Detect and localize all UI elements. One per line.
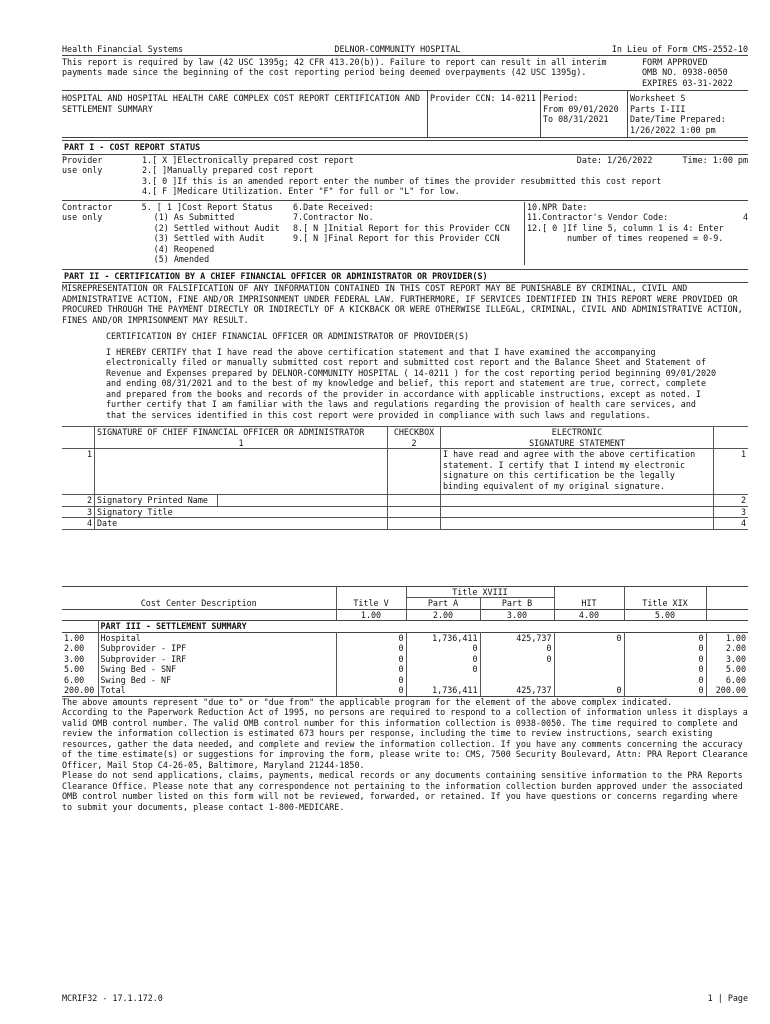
settlement-cell-xix: 0 bbox=[624, 685, 706, 696]
header-right: In Lieu of Form CMS-2552-10 bbox=[611, 44, 748, 54]
settlement-row bbox=[62, 675, 748, 686]
part2-warning: MISREPRESENTATION OR FALSIFICATION OF ANY INFORMATION CONTAINED IN THIS COST REPORT MAY BE PUNISHABLE BY CRIMINAL, CIVIL AND ADMINISTRATIVE ACTION, FINE AND/OR IMPRISONMENT UNDER FEDERAL LAW. FURTHERMORE, IF SERVICES IDENTIFIED IN THIS REPORT WERE PROVIDED OR PROCURED THROUGH THE PAYMENT DIRECTLY OR INDIRECTLY OF A KICKBACK OR WERE OTHERWISE ILLEGAL, CRIMINAL, CIVIL AND ADMINISTRATIVE ACTION, FINES AND/OR IMPRISONMENT MAY RESULT. bbox=[62, 283, 743, 325]
row3-num: 3 bbox=[62, 506, 95, 518]
settlement-cell-desc: Total bbox=[98, 685, 336, 696]
sig-col-num: 1 bbox=[238, 437, 244, 448]
num-title-xix: 5.00 bbox=[624, 609, 706, 621]
sig-col-header bbox=[95, 427, 388, 449]
row1-right: 1 bbox=[714, 449, 749, 495]
col-title-v: Title V bbox=[336, 598, 406, 610]
settlement-cell-line: 2.00 bbox=[64, 643, 85, 653]
contractor-use-only: use only bbox=[62, 212, 103, 222]
settlement-cell-xix: 0 bbox=[624, 654, 706, 665]
part3-title: PART III - SETTLEMENT SUMMARY bbox=[98, 621, 336, 633]
settlement-rows bbox=[62, 632, 748, 696]
settlement-cell-a: 0 bbox=[406, 664, 480, 675]
status-2: (2) Settled without Audit bbox=[153, 222, 280, 233]
parts-label: Parts I-III bbox=[630, 103, 686, 114]
settlement-cell-b: 425,737 bbox=[480, 632, 554, 643]
printed-name-cell bbox=[95, 495, 388, 507]
paperwork-notice-2: Please do not send applications, claims, payments, medical records or any documents containing sensitive information to the PRA Reports Clearance Office. Please note that any correspondence not pertaining to the information collection burden approved under the associated OMB control number listed on this form will not be reviewed, forwarded, or retained. If you have questions or concerns regarding where to submit your documents, please contact 1-800-MEDICARE. bbox=[62, 770, 743, 812]
form-approved: FORM APPROVED bbox=[642, 56, 708, 67]
settlement-row bbox=[62, 654, 748, 665]
sig-row-1 bbox=[62, 449, 748, 495]
part2-title: PART II - CERTIFICATION BY A CHIEF FINANCIAL OFFICER OR ADMINISTRATOR OR PROVIDER(S) bbox=[62, 269, 748, 284]
settlement-cell-desc: Swing Bed - NF bbox=[98, 675, 336, 686]
num-part-a: 2.00 bbox=[406, 609, 480, 621]
settlement-cell-r: 2.00 bbox=[725, 643, 746, 653]
settlement-section-row bbox=[62, 621, 748, 633]
status-list bbox=[142, 202, 293, 265]
settlement-cell-hit: 0 bbox=[554, 632, 624, 643]
date-label: Date bbox=[95, 518, 388, 530]
line1-time: Time: 1:00 pm bbox=[682, 154, 748, 165]
settlement-cell-a: 0 bbox=[406, 654, 480, 665]
settlement-cell-xix: 0 bbox=[624, 632, 706, 643]
worksheet-block bbox=[627, 91, 737, 137]
npr-lines bbox=[524, 202, 748, 265]
row4-right: 4 bbox=[714, 518, 749, 530]
line2: 2.[ ]Manually prepared cost report bbox=[142, 165, 314, 175]
omb-number: OMB NO. 0938-0050 bbox=[642, 67, 728, 77]
signatory-title-label: Signatory Title bbox=[95, 506, 388, 518]
settlement-header-2 bbox=[62, 598, 748, 610]
signature-table bbox=[62, 426, 748, 530]
settlement-cell-line: 3.00 bbox=[64, 653, 85, 664]
settlement-cell-r: 3.00 bbox=[725, 653, 746, 664]
settlement-cell-v: 0 bbox=[336, 632, 406, 643]
status-4: (4) Reopened bbox=[153, 243, 215, 254]
receipt-lines bbox=[293, 202, 524, 265]
settlement-cell-xix: 0 bbox=[624, 664, 706, 675]
settlement-cell-xix: 0 bbox=[624, 643, 706, 654]
sig-row-4 bbox=[62, 518, 748, 530]
settlement-cell-v: 0 bbox=[336, 675, 406, 686]
status-1: (1) As Submitted bbox=[153, 212, 235, 222]
settlement-cell-b: 0 bbox=[480, 654, 554, 665]
sig-row-2 bbox=[62, 495, 748, 507]
settlement-row bbox=[62, 685, 748, 696]
footer-left: MCRIF32 - 17.1.172.0 bbox=[62, 993, 163, 1003]
settlement-cell-line: 5.00 bbox=[64, 664, 85, 674]
settlement-cell-a: 0 bbox=[406, 643, 480, 654]
settlement-cell-r: 5.00 bbox=[725, 664, 746, 674]
num-hit: 4.00 bbox=[554, 609, 624, 621]
row4-elec bbox=[441, 518, 714, 530]
worksheet-label: Worksheet S bbox=[630, 93, 686, 103]
title-block bbox=[62, 90, 748, 138]
settlement-cell-desc: Subprovider - IPF bbox=[98, 643, 336, 654]
row2-right: 2 bbox=[714, 495, 749, 507]
row4-check bbox=[388, 518, 441, 530]
settlement-cell-b bbox=[480, 664, 554, 675]
settlement-cell-line: 1.00 bbox=[64, 632, 85, 643]
header-center: DELNOR-COMMUNITY HOSPITAL bbox=[334, 44, 461, 54]
header-left: Health Financial Systems bbox=[62, 44, 184, 54]
status-5: (5) Amended bbox=[153, 254, 210, 264]
line12: 12.[ 0 ]If line 5, column 1 is 4: Enter bbox=[526, 222, 724, 233]
sig-row-3 bbox=[62, 506, 748, 518]
line4: 4.[ F ]Medicare Utilization. Enter "F" for full or "L" for low. bbox=[142, 186, 460, 196]
period-label: Period: bbox=[543, 93, 579, 103]
checkbox-col-header bbox=[388, 427, 441, 449]
elec-statement: I have read and agree with the above certification statement. I certify that I intend my electronic signature on this certification be the legally binding equivalent of my original signature. bbox=[441, 449, 714, 495]
line3: 3.[ 0 ]If this is an amended report enter the number of times the provider resubmitted this cost report bbox=[142, 175, 662, 186]
cert-heading: CERTIFICATION BY CHIEF FINANCIAL OFFICER OR ADMINISTRATOR OF PROVIDER(S) bbox=[106, 331, 470, 341]
elec-col-label-1: ELECTRONIC bbox=[551, 427, 603, 437]
settlement-cell-line: 6.00 bbox=[64, 674, 85, 685]
settlement-cell-v: 0 bbox=[336, 643, 406, 654]
checkbox-field[interactable] bbox=[388, 449, 441, 495]
col-title-xix: Title XIX bbox=[624, 598, 706, 610]
settlement-cell-a: 1,736,411 bbox=[406, 632, 480, 643]
settlement-cell-v: 0 bbox=[336, 664, 406, 675]
right-col-header bbox=[714, 427, 749, 449]
line11-value: 4 bbox=[742, 212, 748, 222]
provider-ccn: Provider CCN: 14-0211 bbox=[427, 91, 540, 137]
settlement-row bbox=[62, 664, 748, 675]
checkbox-col-label: CHECKBOX bbox=[393, 427, 435, 437]
form-approval bbox=[642, 57, 748, 89]
row3-elec bbox=[441, 506, 714, 518]
settlement-cell-r: 1.00 bbox=[725, 632, 746, 643]
col-hit: HIT bbox=[554, 598, 624, 610]
settlement-cell-r: 6.00 bbox=[725, 674, 746, 685]
settlement-cell-hit: 0 bbox=[554, 685, 624, 696]
line8: 8.[ N ]Initial Report for this Provider CCN bbox=[292, 222, 510, 233]
settlement-header-3 bbox=[62, 609, 748, 621]
row2-check bbox=[388, 495, 441, 507]
part1-contractor-section bbox=[62, 200, 748, 265]
settlement-cell-desc: Hospital bbox=[98, 632, 336, 643]
settlement-row bbox=[62, 632, 748, 643]
part1-title: PART I - COST REPORT STATUS bbox=[62, 140, 748, 155]
settlement-cell-hit bbox=[554, 643, 624, 654]
settlement-table bbox=[62, 586, 748, 696]
num-title-v: 1.00 bbox=[336, 609, 406, 621]
row3-check bbox=[388, 506, 441, 518]
paperwork-notice: According to the Paperwork Reduction Act of 1995, no persons are required to respond to a collection of information unless it displays a valid OMB control number. The valid OMB control number for this information collection is 0938-0050. The time required to complete and review the information collection is estimated 673 hours per response, including the time to review instructions, search existing resources, gather the data needed, and complete and review the information collection. If you have any comments concerning the accuracy of the time estimate(s) or suggestions for improving the form, please write to: CMS, 7500 Security Boulevard, Attn: PRA Report Clearance Officer, Mail Stop C4-26-05, Baltimore, Maryland 21244-1850. bbox=[62, 707, 748, 770]
provider-lines bbox=[142, 155, 748, 197]
settlement-cell-desc: Swing Bed - SNF bbox=[98, 664, 336, 675]
line1-date: Date: 1/26/2022 bbox=[576, 154, 653, 165]
cert-text: I HEREBY CERTIFY that I have read the above certification statement and that I have examined the accompanying electronically filed or manually submitted cost report and submitted cost report and the Balance Sheet and Statement of Revenue and Expenses prepared by DELNOR-COMMUNITY HOSPITAL ( 14-0211 ) for the cost reporting period beginning 09/01/2020 and ending 08/31/2021 and to the best of my knowledge and belief, this report and statement are true, correct, complete and prepared from the books and records of the provider in accordance with applicable instructions, except as noted. I further certify that I am familiar with the laws and regulations regarding the provision of health care services, and that the services identified in this cost report were provided in compliance with such laws and regulations. bbox=[106, 346, 717, 420]
line6: 6.Date Received: bbox=[292, 201, 374, 212]
settlement-cell-b bbox=[480, 675, 554, 686]
signature-field[interactable] bbox=[95, 449, 388, 495]
settlement-cell-hit bbox=[554, 675, 624, 686]
prepared-datetime: 1/26/2022 1:00 pm bbox=[630, 124, 716, 135]
printed-name-label: Signatory Printed Name bbox=[95, 495, 218, 506]
num-part-b: 3.00 bbox=[480, 609, 554, 621]
line5: 5. [ 1 ]Cost Report Status bbox=[141, 201, 273, 212]
sig-corner bbox=[62, 427, 95, 449]
elec-col-header bbox=[441, 427, 714, 449]
period-block bbox=[540, 91, 627, 137]
title-xviii-header: Title XVIII bbox=[406, 586, 554, 598]
row2-num: 2 bbox=[62, 495, 95, 507]
status-3: (3) Settled with Audit bbox=[153, 233, 265, 243]
settlement-header-1 bbox=[62, 586, 748, 598]
settlement-cell-xix: 0 bbox=[624, 675, 706, 686]
settlement-cell-b: 425,737 bbox=[480, 685, 554, 696]
printed-name-field[interactable] bbox=[218, 495, 387, 506]
page-footer bbox=[62, 993, 748, 1004]
expires-date: EXPIRES 03-31-2022 bbox=[642, 77, 733, 88]
row1-num: 1 bbox=[62, 449, 95, 495]
settlement-cell-a: 1,736,411 bbox=[406, 685, 480, 696]
settlement-note: The above amounts represent "due to" or "due from" the applicable program for the element of the above complex indicated. bbox=[62, 696, 748, 708]
col-part-b: Part B bbox=[480, 598, 554, 610]
line12-detail: number of times reopened = 0-9. bbox=[566, 233, 724, 243]
line11: 11.Contractor's Vendor Code: bbox=[526, 212, 669, 222]
notice-block bbox=[62, 55, 748, 89]
settlement-cell-hit bbox=[554, 664, 624, 675]
settlement-cell-b: 0 bbox=[480, 643, 554, 654]
settlement-cell-v: 0 bbox=[336, 685, 406, 696]
period-to: To 08/31/2021 bbox=[543, 114, 609, 124]
col-part-a: Part A bbox=[406, 598, 480, 610]
settlement-cell-a bbox=[406, 675, 480, 686]
prepared-label: Date/Time Prepared: bbox=[630, 114, 726, 124]
page-header bbox=[62, 44, 748, 55]
row4-num: 4 bbox=[62, 518, 95, 530]
row3-right: 3 bbox=[714, 506, 749, 518]
settlement-row bbox=[62, 643, 748, 654]
provider-label: Provider bbox=[62, 154, 103, 165]
line9: 9.[ N ]Final Report for this Provider CCN bbox=[292, 233, 500, 243]
cost-report-page bbox=[62, 44, 748, 812]
part1-provider-section bbox=[62, 155, 748, 197]
footer-right: 1 | Page bbox=[707, 993, 748, 1003]
line1: 1.[ X ]Electronically prepared cost report bbox=[142, 154, 354, 165]
checkbox-col-num: 2 bbox=[411, 437, 417, 448]
settlement-cell-desc: Subprovider - IRF bbox=[98, 654, 336, 665]
line7: 7.Contractor No. bbox=[292, 212, 374, 222]
settlement-cell-v: 0 bbox=[336, 654, 406, 665]
col-desc-header: Cost Center Description bbox=[62, 598, 336, 610]
row2-elec bbox=[441, 495, 714, 507]
line10: 10.NPR Date: bbox=[526, 201, 588, 212]
report-title: HOSPITAL AND HOSPITAL HEALTH CARE COMPLEX COST REPORT CERTIFICATION AND SETTLEMENT SUMMARY bbox=[62, 93, 420, 114]
settlement-cell-line: 200.00 bbox=[64, 685, 95, 695]
contractor-use-label bbox=[62, 202, 142, 265]
use-only-label: use only bbox=[62, 165, 103, 175]
period-from: From 09/01/2020 bbox=[543, 103, 619, 114]
elec-col-label-2: SIGNATURE STATEMENT bbox=[529, 437, 625, 448]
settlement-cell-hit bbox=[554, 654, 624, 665]
provider-use-label bbox=[62, 155, 142, 197]
settlement-cell-r: 200.00 bbox=[715, 685, 746, 695]
sig-col-label: SIGNATURE OF CHIEF FINANCIAL OFFICER OR ADMINISTRATOR bbox=[97, 427, 365, 437]
notice-text: This report is required by law (42 USC 1395g; 42 CFR 413.20(b)). Failure to report can result in all interim payments made since the beginning of the cost reporting period being deemed overpayments (42 USC 1395g). bbox=[62, 56, 607, 77]
contractor-label: Contractor bbox=[62, 201, 113, 212]
